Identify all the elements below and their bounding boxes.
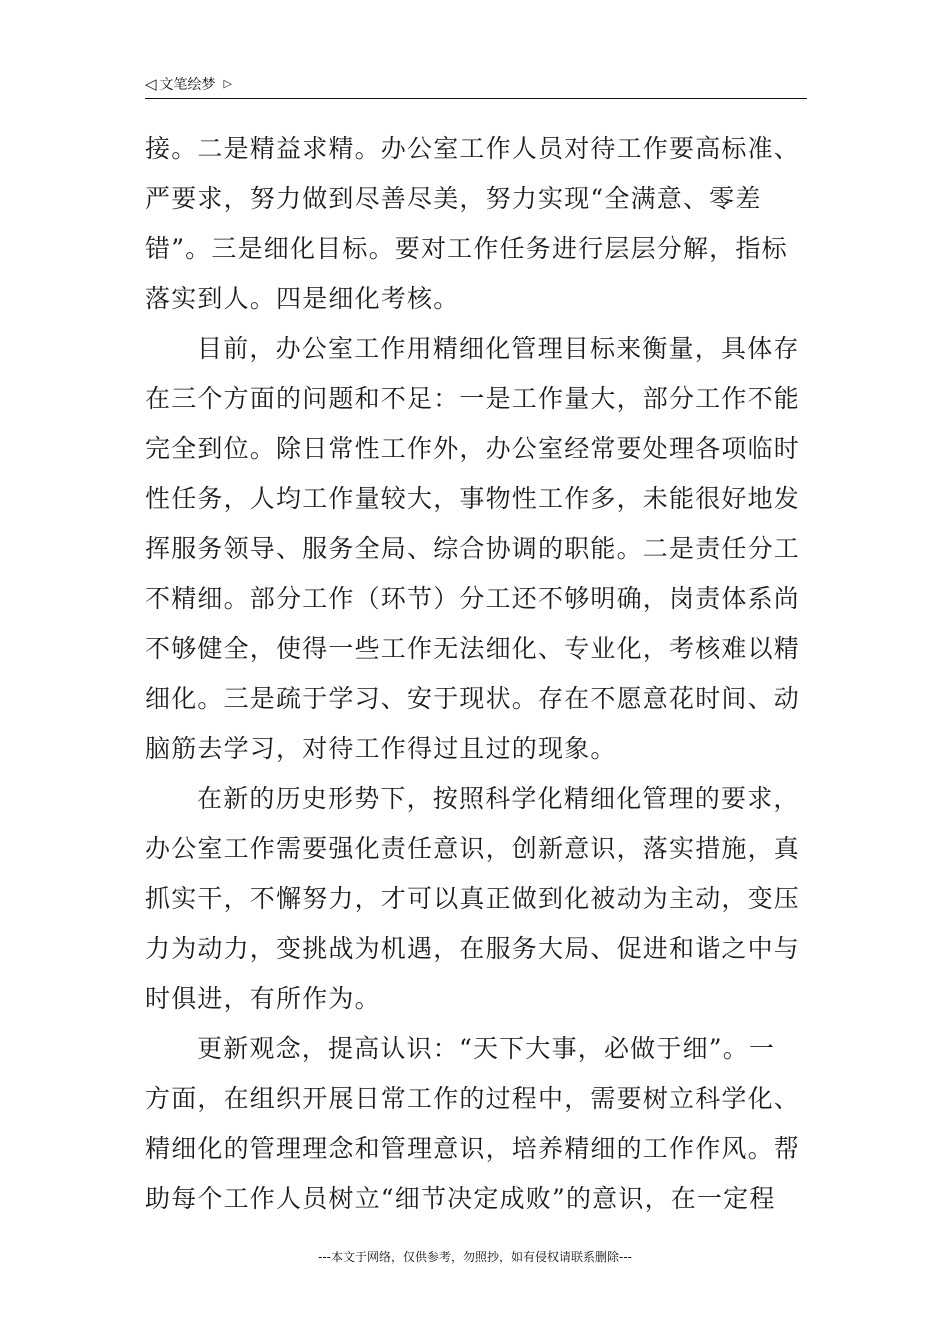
text-line: 不精细。部分工作（环节）分工还不够明确，岗责体系尚: [145, 584, 801, 613]
text-line: 不够健全，使得一些工作无法细化、专业化，考核难以精: [145, 634, 801, 663]
text-line: 脑筋去学习，对待工作得过且过的现象。: [145, 734, 617, 763]
text-line: 落实到人。四是细化考核。: [145, 284, 460, 313]
text-line: 在三个方面的问题和不足：一是工作量大，部分工作不能: [145, 384, 801, 413]
text-line: 办公室工作需要强化责任意识，创新意识，落实措施，真: [145, 834, 801, 863]
text-line: 挥服务领导、服务全局、综合协调的职能。二是责任分工: [145, 534, 801, 563]
text-line: 抓实干，不懈努力，才可以真正做到化被动为主动，变压: [145, 884, 801, 913]
triangle-left-icon: ◁: [145, 75, 157, 93]
text-line: 精细化的管理理念和管理意识，培养精细的工作作风。帮: [145, 1134, 801, 1163]
text-line: 错”。三是细化目标。要对工作任务进行层层分解，指标: [145, 234, 788, 263]
text-line: 接。二是精益求精。办公室工作人员对待工作要高标准、: [145, 134, 801, 163]
paragraph-4: [145, 1024, 801, 1224]
brand-name: 文笔绘梦: [159, 77, 216, 93]
text-line: 在新的历史形势下，按照科学化精细化管理的要求，: [197, 784, 800, 813]
text-line: 细化。三是疏于学习、安于现状。存在不愿意花时间、动: [145, 684, 801, 713]
paragraph-1: [145, 124, 801, 324]
text-line: 方面，在组织开展日常工作的过程中，需要树立科学化、: [145, 1084, 801, 1113]
text-line: 完全到位。除日常性工作外，办公室经常要处理各项临时: [145, 434, 801, 463]
text-line: 严要求，努力做到尽善尽美，努力实现“全满意、零差: [145, 184, 762, 213]
page-header: [145, 74, 807, 99]
text-line: 目前，办公室工作用精细化管理目标来衡量，具体存: [197, 334, 800, 363]
text-line: 更新观念，提高认识：“天下大事，必做于细”。一: [197, 1034, 776, 1063]
paragraph-2: [145, 324, 801, 774]
text-line: 助每个工作人员树立“细节决定成败”的意识，在一定程: [145, 1184, 776, 1213]
header-brand: [145, 74, 232, 94]
text-line: 时俱进，有所作为。: [145, 984, 381, 1013]
text-line: 性任务，人均工作量较大，事物性工作多，未能很好地发: [145, 484, 801, 513]
text-line: 力为动力，变挑战为机遇，在服务大局、促进和谐之中与: [145, 934, 801, 963]
triangle-right-icon: ▷: [223, 77, 233, 90]
document-body: [145, 124, 801, 1224]
footer-disclaimer: ---本文于网络，仅供参考，勿照抄，如有侵权请联系删除---: [318, 1250, 632, 1264]
paragraph-3: [145, 774, 801, 1024]
